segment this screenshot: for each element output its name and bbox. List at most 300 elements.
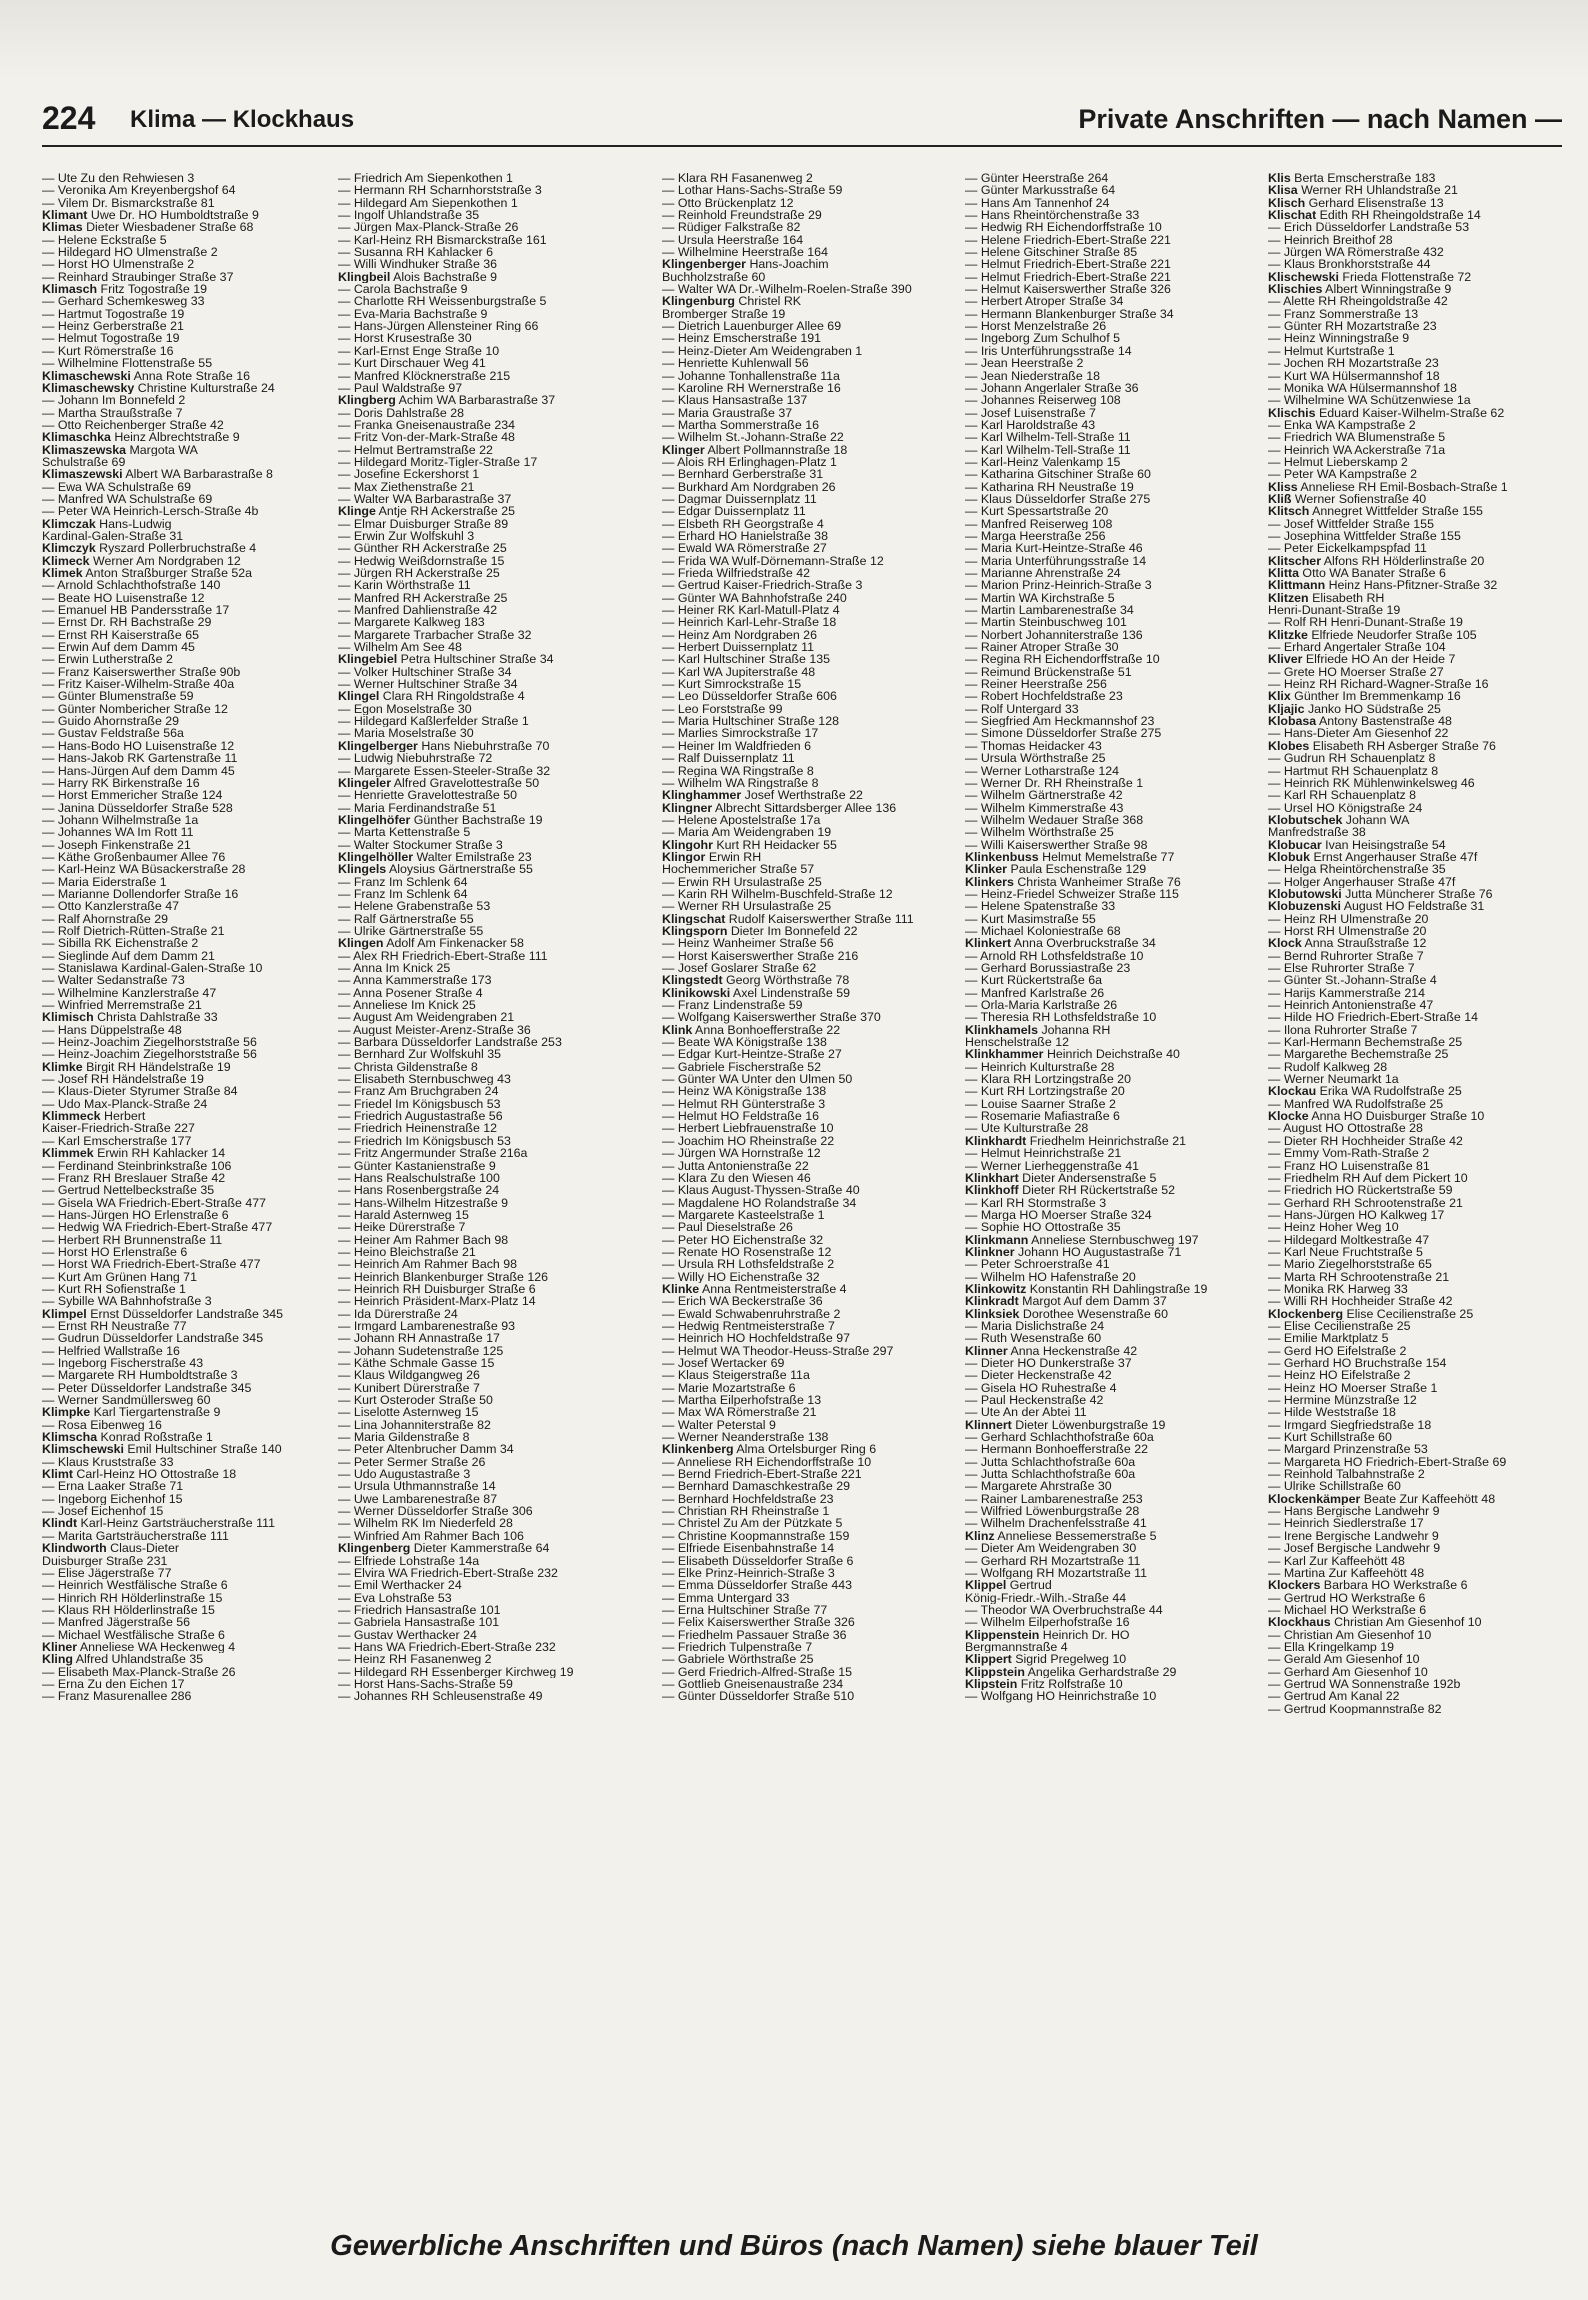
listing-entry: — Hilde Weststraße 18 [1268,1406,1396,1419]
listing-entry: — Hinrich RH Hölderlinstraße 15 [42,1591,223,1604]
listing-entry: Klinkhammer Heinrich Deichstraße 40 [965,1048,1180,1061]
listing-entry: — Frieda Wilfriedstraße 42 [662,567,811,580]
listing-entry: Klinkenberg Alma Ortelsburger Ring 6 [662,1443,877,1456]
listing-entry: — Horst WA Friedrich-Ebert-Straße 477 [42,1258,261,1271]
listing-entry: — Gerhard Borussiastraße 23 [965,962,1131,975]
listing-entry: — Hilde HO Friedrich-Ebert-Straße 14 [1268,1011,1479,1024]
listing-entry: — Hildegard Am Siepenkothen 1 [338,196,518,210]
listing-entry: — Gerhard RH Mozartstraße 11 [965,1554,1141,1567]
listing-entry: — Heinz Hoher Weg 10 [1268,1221,1399,1234]
listing-entry: Klippert Sigrid Pregelweg 10 [965,1653,1127,1666]
page-footer: Gewerbliche Anschriften und Büros (nach Namen) siehe blauer Teil [330,2230,1258,2262]
listing-entry: — Willi RH Hochheider Straße 42 [1268,1295,1453,1308]
listing-entry: — Reinhold Freundstraße 29 [662,209,822,222]
listing-entry: — Heinrich Kulturstraße 28 [965,1060,1115,1074]
listing-entry: — Heinz HO Moerser Straße 1 [1268,1381,1438,1395]
listing-entry: — Herbert Duissernplatz 11 [662,641,814,654]
listing-entry: — Willy HO Eichenstraße 32 [662,1270,820,1283]
listing-entry: Klockenberg Elise Cecilienstraße 25 [1268,1307,1474,1320]
listing-entry: — Karl Wilhelm-Tell-Straße 11 [965,443,1131,456]
listing-entry: — Walter WA Barbarastraße 37 [338,492,512,506]
listing-entry: Klippel Gertrud [965,1579,1052,1592]
listing-entry: Klock Anna Straußstraße 12 [1268,937,1427,950]
listing-entry: — Ralf Ahornstraße 29 [42,912,169,925]
listing-entry: — Hildegard HO Ulmenstraße 2 [42,246,218,259]
listing-entry: Klinghammer Josef Werthstraße 22 [662,789,863,802]
listing-entry: — Johann RH Annastraße 17 [338,1332,500,1345]
listing-entry: Klinz Anneliese Bessemerstraße 5 [965,1529,1157,1543]
listing-entry: — Helene Gitschiner Straße 85 [965,246,1138,259]
listing-entry: Klittmann Heinz Hans-Pfitzner-Straße 32 [1268,579,1498,592]
listing-entry: — Günter Düsseldorfer Straße 510 [662,1690,855,1703]
listing-entry: — Hans-Jürgen HO Erlenstraße 6 [42,1208,229,1222]
listing-entry: — Maria Graustraße 37 [662,406,793,419]
listing-entry: — Christian RH Rheinstraße 1 [662,1505,830,1518]
listing-entry: Klingelberger Hans Niebuhrstraße 70 [338,739,550,753]
listing-entry: — Margard Prinzenstraße 53 [1268,1443,1428,1456]
listing-entry: Klinge Antje RH Ackerstraße 25 [338,505,515,518]
listing-entry: — Kurt Dirschauer Weg 41 [338,357,486,370]
listing-entry: — Heinz-Joachim Ziegelhorststraße 56 [42,1036,257,1049]
listing-entry: — Franz Masurenallee 286 [42,1690,192,1703]
listing-entry: — Marianne Ahrenstraße 24 [965,567,1121,580]
listing-entry: — Gabriele Fischerstraße 52 [662,1060,822,1074]
listing-entry: — Max WA Römerstraße 21 [662,1406,817,1419]
listing-entry: — Werner Hultschiner Straße 34 [338,678,518,691]
listing-entry: — Marianne Dollendorfer Straße 16 [42,887,239,901]
listing-entry: — Lina Johanniterstraße 82 [338,1418,491,1432]
listing-entry: Klindworth Claus-Dieter [42,1542,180,1555]
listing-entry: — Gertrud Nettelbeckstraße 35 [42,1184,215,1197]
listing-entry: Klinnert Dieter Löwenburgstraße 19 [965,1418,1166,1432]
listing-entry: — Michael Westfälische Straße 6 [42,1628,225,1641]
listing-entry: — Johann Wilhelmstraße 1a [42,813,199,827]
listing-entry: Klix Günther Im Bremmenkamp 16 [1268,690,1461,703]
listing-entry: — Rolf Untergard 33 [965,702,1079,716]
listing-entry: — Horst Krusestraße 30 [338,332,472,345]
listing-entry: — August Am Weidengraben 21 [338,1011,515,1024]
listing-entry: — Johannes Reiserweg 108 [965,394,1121,407]
listing-entry: — Heinz RH Fasanenweg 2 [338,1653,492,1666]
listing-entry: — Helmut Bertramstraße 22 [338,443,493,456]
listing-entry: — Helmut Kurtstraße 1 [1268,344,1395,358]
listing-entry: — Horst HO Erlenstraße 6 [42,1245,188,1259]
listing-entry: — Wilhelmine Heerstraße 164 [662,246,828,259]
listing-entry: — Ella Kringelkamp 19 [1268,1640,1395,1654]
listing-entry: — Karl-Heinz WA Büsackerstraße 28 [42,863,246,876]
listing-entry: — Günter Kastanienstraße 9 [338,1159,496,1172]
listing-entry: — Frida WA Wulf-Dörnemann-Straße 12 [662,554,884,567]
listing-entry: — Erwin RH Ursulastraße 25 [662,875,822,888]
listing-entry: — Marga HO Moerser Straße 324 [965,1208,1152,1222]
listing-entry: — Sybille WA Bahnhofstraße 3 [42,1295,212,1308]
listing-entry: Klitscher Alfons RH Hölderlinstraße 20 [1268,554,1485,567]
listing-entry: — Anneliese RH Eichendorffstraße 10 [662,1455,872,1469]
header-rule [42,145,1562,147]
listing-entry: — Walter WA Dr.-Wilhelm-Roelen-Straße 390 [662,283,912,296]
listing-entry: Klippenstein Heinrich Dr. HO [965,1628,1130,1641]
listing-entry: — Ingolf Uhlandstraße 35 [338,209,480,222]
listing-entry: — Heinrich Antonienstraße 47 [1268,999,1434,1012]
listing-entry: — Günter Heerstraße 264 [965,172,1109,185]
listing-entry: — Ernst RH Neustraße 77 [42,1319,187,1333]
listing-entry: — Regina WA Ringstraße 8 [662,764,814,777]
listing-entry: — Karl Hultschiner Straße 135 [662,653,831,666]
listing-entry: Klobes Elisabeth RH Asberger Straße 76 [1268,739,1496,753]
listing-entry: — Dagmar Duissernplatz 11 [662,492,817,506]
listing-entry: — Franka Gneisenaustraße 234 [338,418,516,432]
listing-entry: — Helga Rheintörchenstraße 35 [1268,863,1446,876]
listing-entry: — Christine Koopmannstraße 159 [662,1529,850,1543]
listing-entry: — Jutta Antonienstraße 22 [662,1159,809,1172]
listing-entry: — Werner Düsseldorfer Straße 306 [338,1505,533,1518]
listing-entry: — Harald Asternweg 15 [338,1208,469,1222]
listing-entry: — Heinz Winningstraße 9 [1268,332,1410,345]
listing-entry: — Wilhelm Eilperhofstraße 16 [965,1616,1130,1629]
listing-entry: — Kurt Rückertstraße 6a [965,974,1103,987]
listing-entry: Klockau Erika WA Rudolfstraße 25 [1268,1085,1462,1098]
listing-entry: Klimke Birgit RH Händelstraße 19 [42,1060,231,1074]
listing-entry: — Karl RH Stormstraße 3 [965,1196,1107,1209]
listing-entry: — Jean Niederstraße 18 [965,369,1100,382]
listing-entry: — Elise Cecilienstraße 25 [1268,1319,1411,1333]
listing-entry: — Kurt Spessartstraße 20 [965,505,1109,518]
listing-entry: — Johann Angerlaler Straße 36 [965,381,1139,395]
listing-entry: Klingbeil Alois Bachstraße 9 [338,270,498,284]
listing-entry: — Hans Düppelstraße 48 [42,1023,182,1037]
listing-entry: — Gabriela Hansastraße 101 [338,1616,500,1629]
listing-entry: — Maria Unterführungsstraße 14 [965,554,1147,567]
listing-entry: — Janina Düsseldorfer Straße 528 [42,801,233,814]
listing-entry: — Emil Werthacker 24 [338,1579,462,1592]
listing-entry: — Kurt WA Hülsermannshof 18 [1268,369,1440,382]
listing-entry: — Ursula RH Lothsfeldstraße 2 [662,1258,835,1271]
listing-entry: — Friedrich Hansastraße 101 [338,1603,501,1617]
listing-entry: — Bernhard Zur Wolfskuhl 35 [338,1048,501,1061]
listing-entry: Klingenburg Christel RK [662,295,802,308]
listing-entry: — Werner RH Ursulastraße 25 [662,900,832,913]
listing-entry: — Winfried Am Rahmer Bach 106 [338,1529,524,1543]
listing-entry: — Bernd Ruhrorter Straße 7 [1268,949,1424,962]
listing-entry: — Manfred Karlstraße 26 [965,986,1105,1000]
listing-entry: — Grete HO Moerser Straße 27 [1268,665,1444,679]
listing-entry: — Katharina RH Neustraße 19 [965,480,1134,493]
listing-entry: — Louise Saarner Straße 2 [965,1097,1116,1111]
listing-entry: Klingschat Rudolf Kaiserswerther Straße 111 [662,912,914,925]
listing-entry: — Heinrich HO Hochfeldstraße 97 [662,1332,850,1345]
listing-entry: Klimmeck Herbert [42,1110,146,1123]
listing-entry: — Dieter RH Hochheider Straße 42 [1268,1134,1463,1148]
listing-entry: — Klaus Steigerstraße 11a [662,1369,810,1382]
listing-column-4 [965,172,1265,2142]
listing-entry: — Heinz-Joachim Ziegelhorststraße 56 [42,1048,257,1061]
listing-entry: — Irmgard Siegfriedstraße 18 [1268,1418,1432,1432]
listing-entry: — Ursel HO Königstraße 24 [1268,801,1423,814]
listing-entry: — Helene Apostelstraße 17a [662,813,821,827]
listing-entry: — Rainer Lambarenestraße 253 [965,1492,1143,1506]
listing-entry: — Hans-Jürgen Auf dem Damm 45 [42,764,235,777]
listing-entry: — Karl WA Jupiterstraße 48 [662,665,816,679]
listing-entry: Klinkhamels Johanna RH [965,1023,1111,1037]
listing-entry: — Helmut Heinrichstraße 21 [965,1147,1122,1160]
listing-entry: — Gertrud WA Sonnenstraße 192b [1268,1677,1461,1691]
listing-entry: — Anna Kammerstraße 173 [338,974,492,987]
listing-entry: — Klaus Wildgangweg 26 [338,1369,480,1382]
listing-entry: — Klara RH Fasanenweg 2 [662,172,813,185]
listing-entry: — Ferdinand Steinbrinkstraße 106 [42,1159,232,1172]
listing-entry: — Ernst Dr. RH Bachstraße 29 [42,616,212,629]
listing-entry: Klink Anna Bonhoefferstraße 22 [662,1023,841,1037]
listing-entry: — Hildegard Kaßlerfelder Straße 1 [338,715,529,728]
listing-entry: — Klaus Kruststraße 33 [42,1455,174,1469]
listing-entry: — Erna Laaker Straße 71 [42,1480,184,1493]
listing-entry: — Heinrich Siedlerstraße 17 [1268,1517,1424,1530]
listing-entry: Klimaszewska Margota WA [42,443,198,456]
listing-entry: — Doris Dahlstraße 28 [338,406,465,419]
listing-entry: — Ralf Gärtnerstraße 55 [338,912,474,925]
listing-entry: — Hermann Blankenburger Straße 34 [965,307,1174,321]
listing-entry: — Helene Grabenstraße 53 [338,900,491,913]
listing-entry: Klimpke Karl Tiergartenstraße 9 [42,1406,221,1419]
listing-entry: Klimczyk Ryszard Pollerbruchstraße 4 [42,542,257,555]
listing-entry: — Heinrich Westfälische Straße 6 [42,1579,228,1592]
listing-entry: Klinner Anna Heckenstraße 42 [965,1344,1138,1357]
listing-entry: Bergmannstraße 4 [965,1640,1068,1654]
listing-entry: — Kurt RH Sofienstraße 1 [42,1282,186,1296]
listing-entry: Klinger Albert Pollmannstraße 18 [662,443,848,456]
listing-entry: — Walter Peterstal 9 [662,1418,776,1432]
listing-entry: — Hermann RH Scharnhorststraße 3 [338,184,542,197]
listing-entry: Klimmek Erwin RH Kahlacker 14 [42,1147,226,1160]
listing-entry: — Josef Wertacker 69 [662,1357,785,1370]
listing-entry: — Erich WA Beckerstraße 36 [662,1295,823,1308]
listing-entry: — Walter Sedanstraße 73 [42,974,185,987]
listing-entry: Schulstraße 69 [42,455,126,469]
listing-entry: Henri-Dunant-Straße 19 [1268,604,1401,617]
listing-entry: — Gudrun RH Schauenplatz 8 [1268,752,1436,765]
listing-entry: — Karl Emscherstraße 177 [42,1134,192,1148]
listing-entry: — Arnold Schlachthofstraße 140 [42,579,221,592]
listing-entry: — Johann Im Bonnefeld 2 [42,394,186,407]
listing-entry: Klimschewski Emil Hultschiner Straße 140 [42,1443,282,1456]
listing-entry: — Ralf Duissernplatz 11 [662,752,795,765]
page-number: 224 [42,100,96,136]
listing-entry: — Heinz RH Ulmenstraße 20 [1268,912,1429,925]
listing-entry: — Orla-Maria Karlstraße 26 [965,999,1118,1012]
listing-entry: — Fritz Angermunder Straße 216a [338,1147,528,1160]
listing-entry: Klingenberger Hans-Joachim [662,258,829,271]
listing-entry: — Hildegard Moritz-Tigler-Straße 17 [338,455,538,469]
listing-entry: Klitzke Elfriede Neudorfer Straße 105 [1268,628,1477,642]
listing-entry: — Hans WA Friedrich-Ebert-Straße 232 [338,1640,556,1654]
listing-entry: — Rosemarie Mafiastraße 6 [965,1110,1120,1123]
listing-entry: — Alex RH Friedrich-Ebert-Straße 111 [338,949,548,962]
listing-entry: — Karl RH Schauenplatz 8 [1268,789,1417,802]
listing-entry: — Hans-Wilhelm Hitzestraße 9 [338,1196,509,1209]
listing-entry: Klinkner Johann HO Augustastraße 71 [965,1245,1182,1259]
listing-entry: — Emanuel HB Pandersstraße 17 [42,604,230,617]
listing-entry: — Anna Im Knick 25 [338,962,451,975]
listing-entry: — Gertrud Kaiser-Friedrich-Straße 3 [662,579,863,592]
listing-entry: Klischat Edith RH Rheingoldstraße 14 [1268,209,1481,222]
listing-entry: — Herbert RH Brunnenstraße 11 [42,1233,223,1246]
listing-entry: — Friedrich Tulpenstraße 7 [662,1640,813,1654]
listing-entry: — Horst RH Ulmenstraße 20 [1268,924,1427,938]
listing-entry: — Karin RH Wilhelm-Buschfeld-Straße 12 [662,887,893,901]
listing-column-5 [1268,172,1568,2142]
listing-entry: — Josefine Eckershorst 1 [338,468,480,481]
listing-entry: — Margarete Essen-Steeler-Straße 32 [338,764,551,777]
listing-entry: Klingohr Kurt RH Heidacker 55 [662,838,837,851]
listing-entry: — Barbara Düsseldorfer Landstraße 253 [338,1036,562,1049]
listing-entry: — Wilhelm St.-Johann-Straße 22 [662,431,844,444]
listing-entry: — Leo Forststraße 99 [662,702,783,716]
listing-entry: — Jürgen WA Hornstraße 12 [662,1147,821,1160]
listing-entry: — Gisela WA Friedrich-Ebert-Straße 477 [42,1196,267,1209]
listing-entry: — Manfred Jägerstraße 56 [42,1616,191,1629]
listing-entry: — Maria Eiderstraße 1 [42,875,167,888]
listing-entry: — Helfried Wallstraße 16 [42,1344,180,1357]
listing-entry: — Heinrich RH Duisburger Straße 6 [338,1282,536,1296]
listing-entry: — Hermann Bonhoefferstraße 22 [965,1443,1148,1456]
listing-entry: — Anneliese Im Knick 25 [338,999,476,1012]
listing-entry: — Reinhard Straubinger Straße 37 [42,270,234,284]
listing-entry: — Dieter HO Dunkerstraße 37 [965,1357,1132,1370]
listing-entry: — Martin Steinbuschweg 101 [965,616,1127,629]
listing-entry: — Helene Friedrich-Ebert-Straße 221 [965,233,1171,247]
listing-entry: — Hans Am Tannenhof 24 [965,196,1110,210]
listing-entry: — Erich Düsseldorfer Landstraße 53 [1268,221,1470,234]
listing-entry: — Heinz Am Nordgraben 26 [662,628,817,642]
listing-entry: — Bernd Friedrich-Ebert-Straße 221 [662,1468,862,1481]
listing-entry: — Kurt Masimstraße 55 [965,912,1096,925]
listing-entry: — Ute An der Abtei 11 [965,1406,1087,1419]
listing-entry: — Josephina Wittfelder Straße 155 [1268,529,1461,543]
listing-entry: Klinkenbuss Helmut Memelstraße 77 [965,850,1175,864]
listing-entry: — Horst Hans-Sachs-Straße 59 [338,1677,513,1691]
listing-entry: — Helmut Friedrich-Ebert-Straße 221 [965,258,1171,271]
listing-entry: — Leo Düsseldorfer Straße 606 [662,690,837,703]
listing-entry: — Werner Neumarkt 1a [1268,1073,1399,1086]
listing-entry: — Wolfgang Kaiserswerther Straße 370 [662,1011,881,1024]
listing-entry: — Hedwig RH Eichendorffstraße 10 [965,221,1162,234]
listing-entry: Klis Berta Emscherstraße 183 [1268,172,1436,185]
listing-entry: — Günter St.-Johann-Straße 4 [1268,974,1437,987]
page-header [42,96,1562,142]
listing-entry: — Ursula Heerstraße 164 [662,233,804,247]
listing-entry: — Erwin Lutherstraße 2 [42,653,173,666]
listing-entry: Buchholzstraße 60 [662,270,766,284]
listing-entry: Klingeler Alfred Gravelottestraße 50 [338,776,540,790]
listing-entry: — Erna Hultschiner Straße 77 [662,1603,828,1617]
listing-entry: — Otto Reichenberger Straße 42 [42,418,224,432]
listing-entry: Kliss Anneliese RH Emil-Bosbach-Straße 1 [1268,480,1508,493]
listing-entry: — Elisabeth Düsseldorfer Straße 6 [662,1554,854,1567]
listing-entry: — Maria Gildenstraße 8 [338,1431,470,1444]
listing-entry: — Marie Mozartstraße 6 [662,1381,796,1395]
listing-entry: — Katharina Gitschiner Straße 60 [965,468,1151,481]
listing-entry: Klinker Paula Eschenstraße 129 [965,863,1147,876]
listing-entry: — Rainer Atroper Straße 30 [965,641,1119,654]
listing-entry: — Wilhelmine WA Schützenwiese 1a [1268,394,1471,407]
listing-entry: — Maria Dislichstraße 24 [965,1319,1105,1333]
listing-entry: — Rosa Eibenweg 16 [42,1418,162,1432]
listing-entry: — Peter Altenbrucher Damm 34 [338,1443,514,1456]
listing-entry: Kling Alfred Uhlandstraße 35 [42,1653,204,1666]
listing-entry: — Wilhelm Am See 48 [338,641,462,654]
listing-entry: — Werner Lierheggenstraße 41 [965,1159,1140,1172]
listing-entry: — Franz Sommerstraße 13 [1268,307,1419,321]
listing-entry: — Monika WA Hülsermannshof 18 [1268,381,1457,395]
listing-entry: — Manfred Reiserweg 108 [965,517,1113,530]
listing-entry: — Gerhard HO Bruchstraße 154 [1268,1357,1447,1370]
listing-entry: — Wilhelm Wörthstraße 25 [965,826,1114,839]
listing-entry: — Udo Augustastraße 3 [338,1468,471,1481]
listing-entry: Klipstein Fritz Rolfstraße 10 [965,1677,1123,1691]
listing-entry: Manfredstraße 38 [1268,826,1366,839]
listing-entry: — Gerhard Schemkesweg 33 [42,295,205,308]
listing-entry: — Ida Dürerstraße 24 [338,1307,458,1320]
listing-entry: — Heinrich Am Rahmer Bach 98 [338,1258,518,1271]
listing-entry: Klimaschka Heinz Albrechtstraße 9 [42,431,240,444]
listing-entry: — Dieter Am Weidengraben 30 [965,1542,1137,1555]
listing-entry: — Emilie Marktplatz 5 [1268,1332,1389,1345]
listing-entry: — Friedrich Augustastraße 56 [338,1110,503,1123]
listing-entry: Klinksiek Dorothee Wesenstraße 60 [965,1307,1168,1320]
listing-entry: — Lothar Hans-Sachs-Straße 59 [662,184,843,197]
listing-entry: Duisburger Straße 231 [42,1554,168,1567]
listing-entry: — Hans-Jürgen Allensteiner Ring 66 [338,320,539,333]
listing-entry: — Emma Düsseldorfer Straße 443 [662,1579,853,1592]
listing-entry: — Hans Rosenbergstraße 24 [338,1184,500,1197]
listing-entry: — Josef Goslarer Straße 62 [662,962,817,975]
listing-entry: — Werner Neanderstraße 138 [662,1431,829,1444]
listing-entry: — Christel Zu Am der Pützkate 5 [662,1517,843,1530]
listing-entry: Klobucar Ivan Heisingstraße 54 [1268,838,1446,851]
listing-entry: — Hans Bergische Landwehr 9 [1268,1505,1440,1518]
listing-entry: — Ute Zu den Rehwiesen 3 [42,172,195,185]
listing-entry: Klimaszewski Albert WA Barbarastraße 8 [42,468,273,481]
listing-entry: — Elsbeth RH Georgstraße 4 [662,517,824,530]
listing-entry: — Sieglinde Auf dem Damm 21 [42,949,215,962]
listing-entry: — Klara Zu den Wiesen 46 [662,1171,811,1185]
listing-entry: — Gerhard RH Schrootenstraße 21 [1268,1196,1463,1209]
listing-entry: — Iris Unterführungsstraße 14 [965,344,1132,358]
listing-entry: — Heinz Emscherstraße 191 [662,332,822,345]
listing-entry: — Beate HO Luisenstraße 12 [42,591,205,605]
listing-entry: — Manfred Klöcknerstraße 215 [338,369,511,382]
listing-entry: — Peter HO Eichenstraße 32 [662,1233,824,1246]
listing-entry: — Wilhelmine Kanzlerstraße 47 [42,986,217,1000]
listing-entry: — Hildegard RH Essenberger Kirchweg 19 [338,1665,574,1678]
listing-entry: Klingel Clara RH Ringoldstraße 4 [338,690,525,703]
listing-entry: — Irmgard Lambarenestraße 93 [338,1319,515,1333]
listing-entry: — Margarete Ahrstraße 30 [965,1480,1112,1493]
listing-entry: — Gustav Feldstraße 56a [42,727,184,740]
listing-entry: — Gisela HO Ruhestraße 4 [965,1381,1117,1395]
listing-entry: — Martin Lambarenestraße 34 [965,604,1134,617]
listing-entry: — Helmut Togostraße 19 [42,332,180,345]
listing-entry: — Hartmut Togostraße 19 [42,307,185,321]
listing-entry: — Karl Zur Kaffeehött 48 [1268,1554,1405,1567]
listing-entry: — Fritz Von-der-Mark-Straße 48 [338,431,515,444]
listing-entry: — Wilhelm Wedauer Straße 368 [965,813,1144,827]
listing-entry: — Maria Hultschiner Straße 128 [662,715,839,728]
listing-entry: — Horst HO Ulmenstraße 2 [42,258,195,271]
listing-entry: — Martha Sommerstraße 16 [662,418,819,432]
listing-entry: — Martin WA Kirchstraße 5 [965,591,1115,605]
listing-entry: — Wolfgang HO Heinrichstraße 10 [965,1690,1157,1703]
